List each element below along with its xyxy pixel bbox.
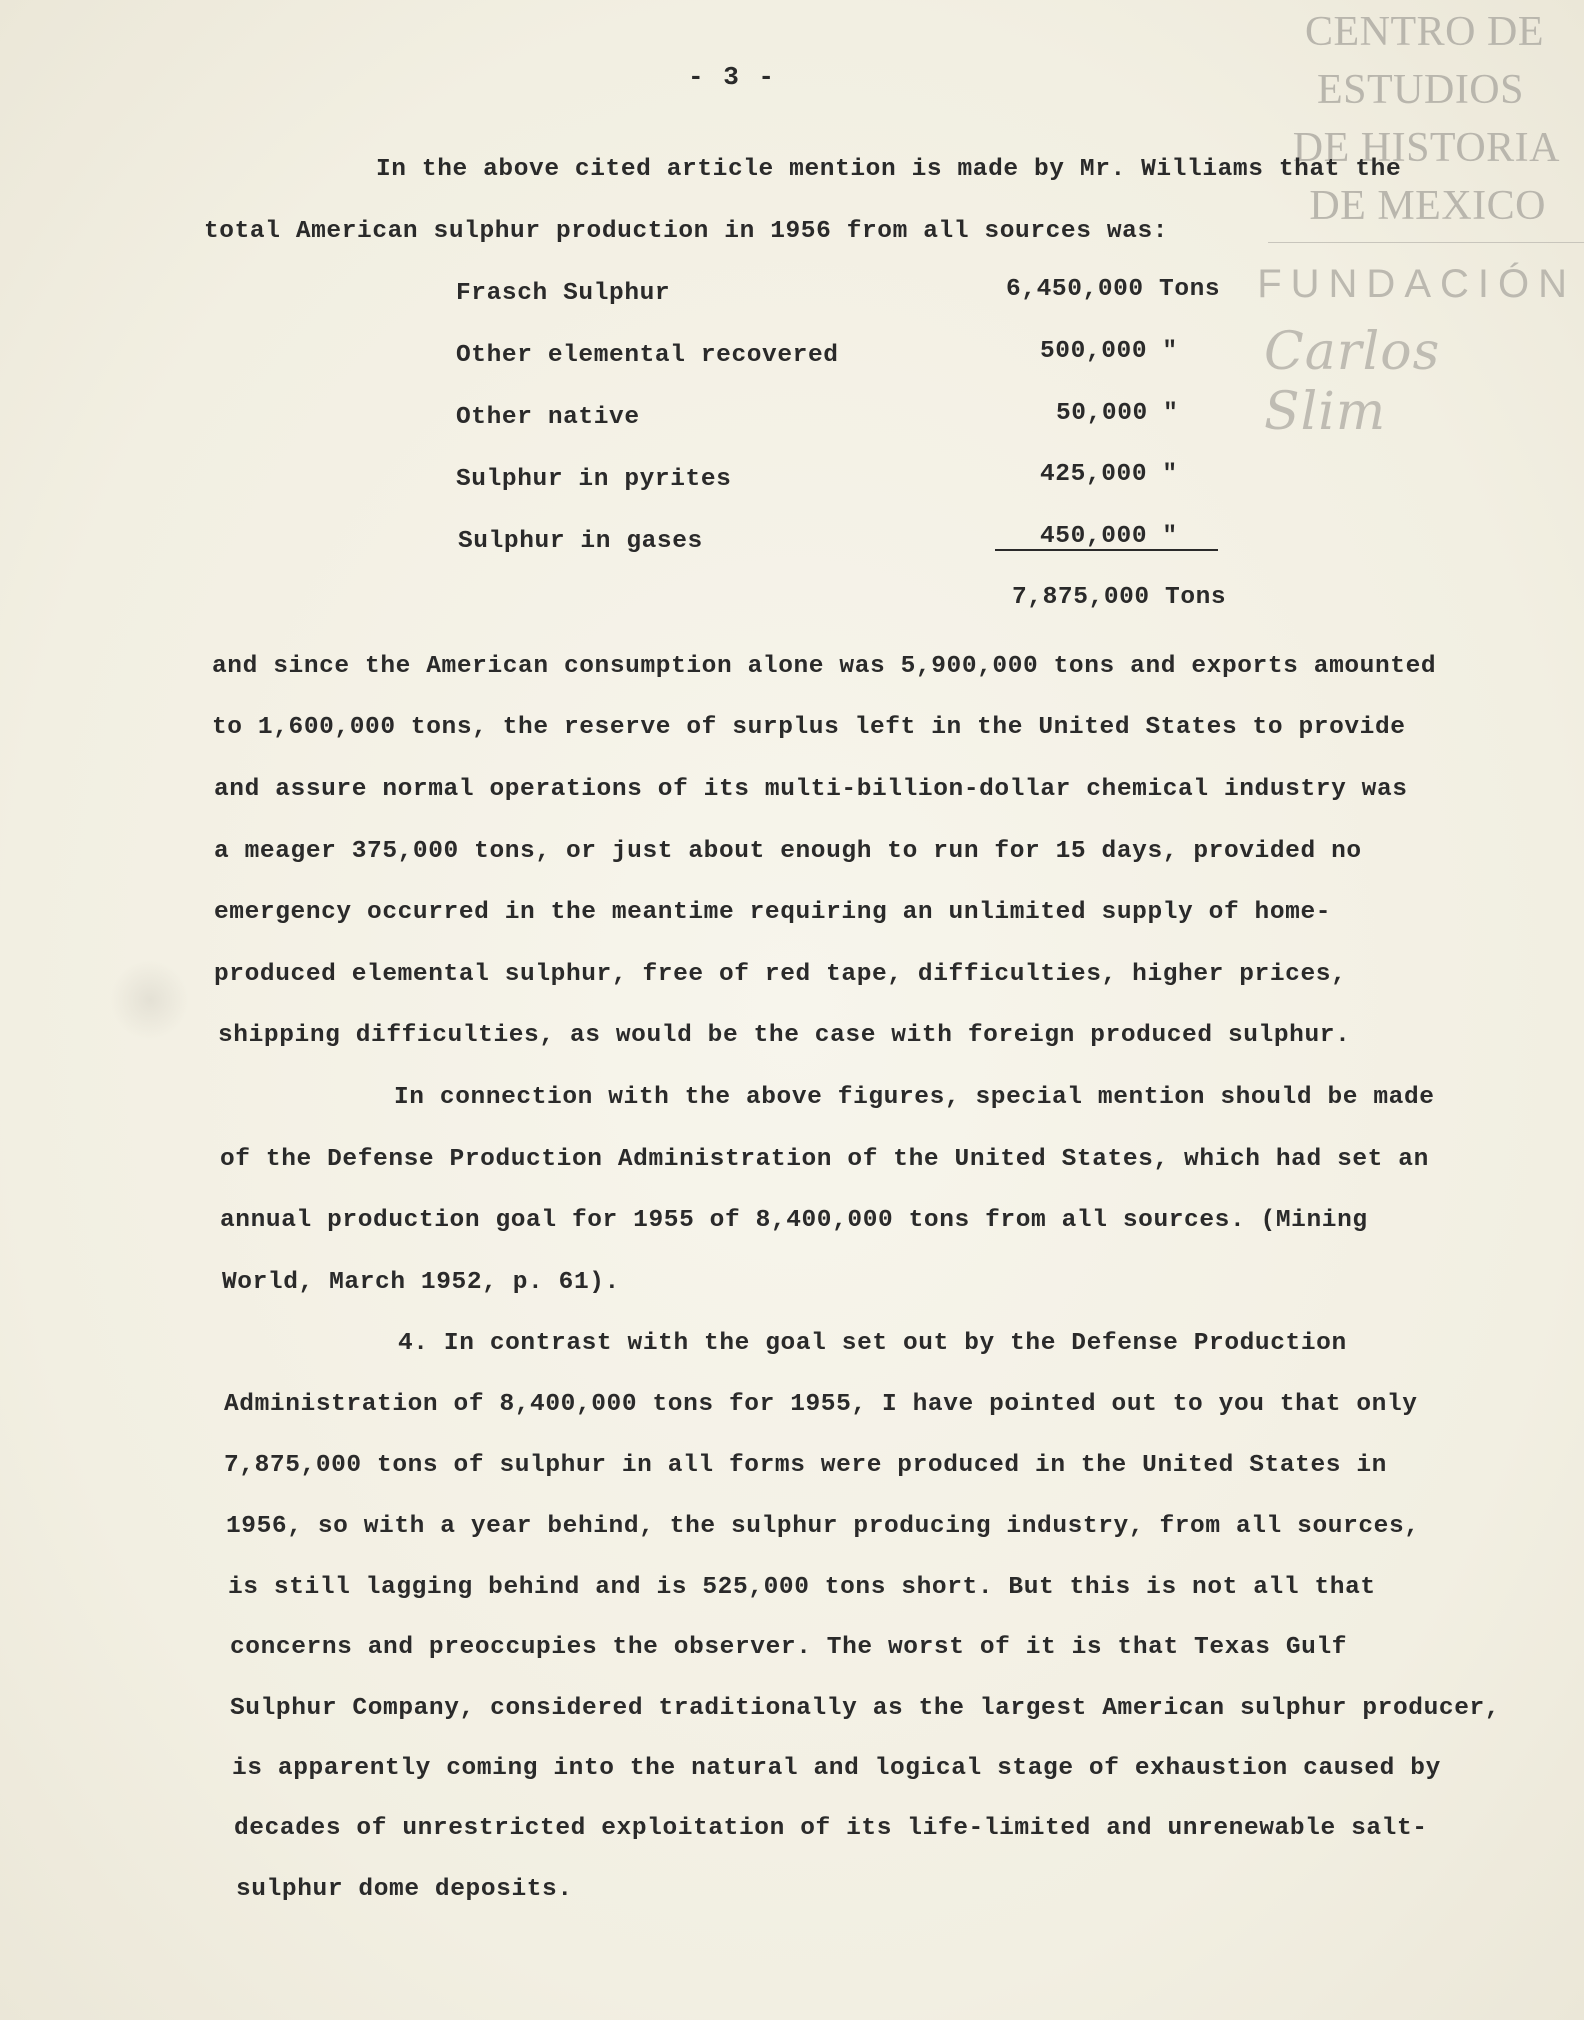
- table-row-label: Other elemental recovered: [456, 342, 839, 369]
- paragraph2-line: annual production goal for 1955 of 8,400,000 tons from all sources. (Mining: [220, 1207, 1368, 1234]
- paragraph3-line: sulphur dome deposits.: [236, 1876, 573, 1903]
- table-row-label: Other native: [456, 404, 640, 431]
- paragraph1-line: a meager 375,000 tons, or just about enough to run for 15 days, provided no: [214, 838, 1362, 865]
- paragraph1-line: shipping difficulties, as would be the case with foreign produced sulphur.: [218, 1022, 1351, 1049]
- paragraph1-line: and since the American consumption alone was 5,900,000 tons and exports amounted: [212, 653, 1437, 680]
- paragraph1-line: and assure normal operations of its multi-billion-dollar chemical industry was: [214, 776, 1408, 803]
- table-row-label: Sulphur in pyrites: [456, 466, 732, 493]
- watermark-signature: Carlos Slim: [1264, 322, 1441, 442]
- paragraph2-line: of the Defense Production Administration of the United States, which had set an: [220, 1146, 1429, 1173]
- paragraph3-line: 7,875,000 tons of sulphur in all forms were produced in the United States in: [224, 1452, 1387, 1479]
- intro-line-2: total American sulphur production in 1956 from all sources was:: [204, 218, 1169, 245]
- table-row-value: 425,000 ": [1040, 461, 1178, 488]
- table-row-value: 50,000 ": [1056, 400, 1179, 427]
- paragraph1-line: produced elemental sulphur, free of red tape, difficulties, higher prices,: [214, 961, 1347, 988]
- paragraph2-line: In connection with the above figures, special mention should be made: [394, 1084, 1435, 1111]
- paragraph3-line: Sulphur Company, considered traditionally as the largest American sulphur producer,: [230, 1695, 1501, 1722]
- watermark-line-3: DE HISTORIA: [1292, 125, 1560, 171]
- table-total-value: 7,875,000 Tons: [1012, 584, 1227, 611]
- paragraph3-line: concerns and preoccupies the observer. The worst of it is that Texas Gulf: [230, 1634, 1348, 1661]
- paragraph3-line: is still lagging behind and is 525,000 tons short. But this is not all that: [228, 1574, 1376, 1601]
- watermark-line-2: ESTUDIOS: [1316, 67, 1524, 113]
- paragraph3-line: decades of unrestricted exploitation of its life-limited and unrenewable salt-: [234, 1815, 1428, 1842]
- table-row-value: 450,000 ": [1040, 523, 1178, 550]
- paragraph3-line: Administration of 8,400,000 tons for 1955, I have pointed out to you that only: [224, 1391, 1418, 1418]
- paragraph1-line: to 1,600,000 tons, the reserve of surplus left in the United States to provide: [212, 714, 1406, 741]
- table-row-value: 500,000 ": [1040, 338, 1178, 365]
- intro-line-1: In the above cited article mention is made by Mr. Williams that the: [376, 156, 1402, 183]
- paragraph3-line: is apparently coming into the natural and logical stage of exhaustion caused by: [232, 1755, 1441, 1782]
- total-underline: [995, 549, 1218, 551]
- watermark-line-1: CENTRO DE: [1305, 9, 1544, 55]
- watermark-line-4: DE MEXICO: [1309, 183, 1546, 229]
- archive-watermark: [1257, 0, 1584, 442]
- paragraph1-line: emergency occurred in the meantime requiring an unlimited supply of home-: [214, 899, 1332, 926]
- watermark-divider: [1268, 242, 1584, 243]
- table-row-label: Frasch Sulphur: [456, 280, 671, 307]
- paper-smudge: [110, 960, 190, 1040]
- table-row-value: 6,450,000 Tons: [1006, 276, 1221, 303]
- table-row-label: Sulphur in gases: [458, 528, 703, 555]
- page-number: - 3 -: [688, 62, 777, 92]
- paragraph3-line: 1956, so with a year behind, the sulphur producing industry, from all sources,: [226, 1513, 1420, 1540]
- paragraph3-line: 4. In contrast with the goal set out by the Defense Production: [398, 1330, 1347, 1357]
- paragraph2-line: World, March 1952, p. 61).: [222, 1269, 620, 1296]
- watermark-foundation: FUNDACIÓN: [1257, 262, 1576, 306]
